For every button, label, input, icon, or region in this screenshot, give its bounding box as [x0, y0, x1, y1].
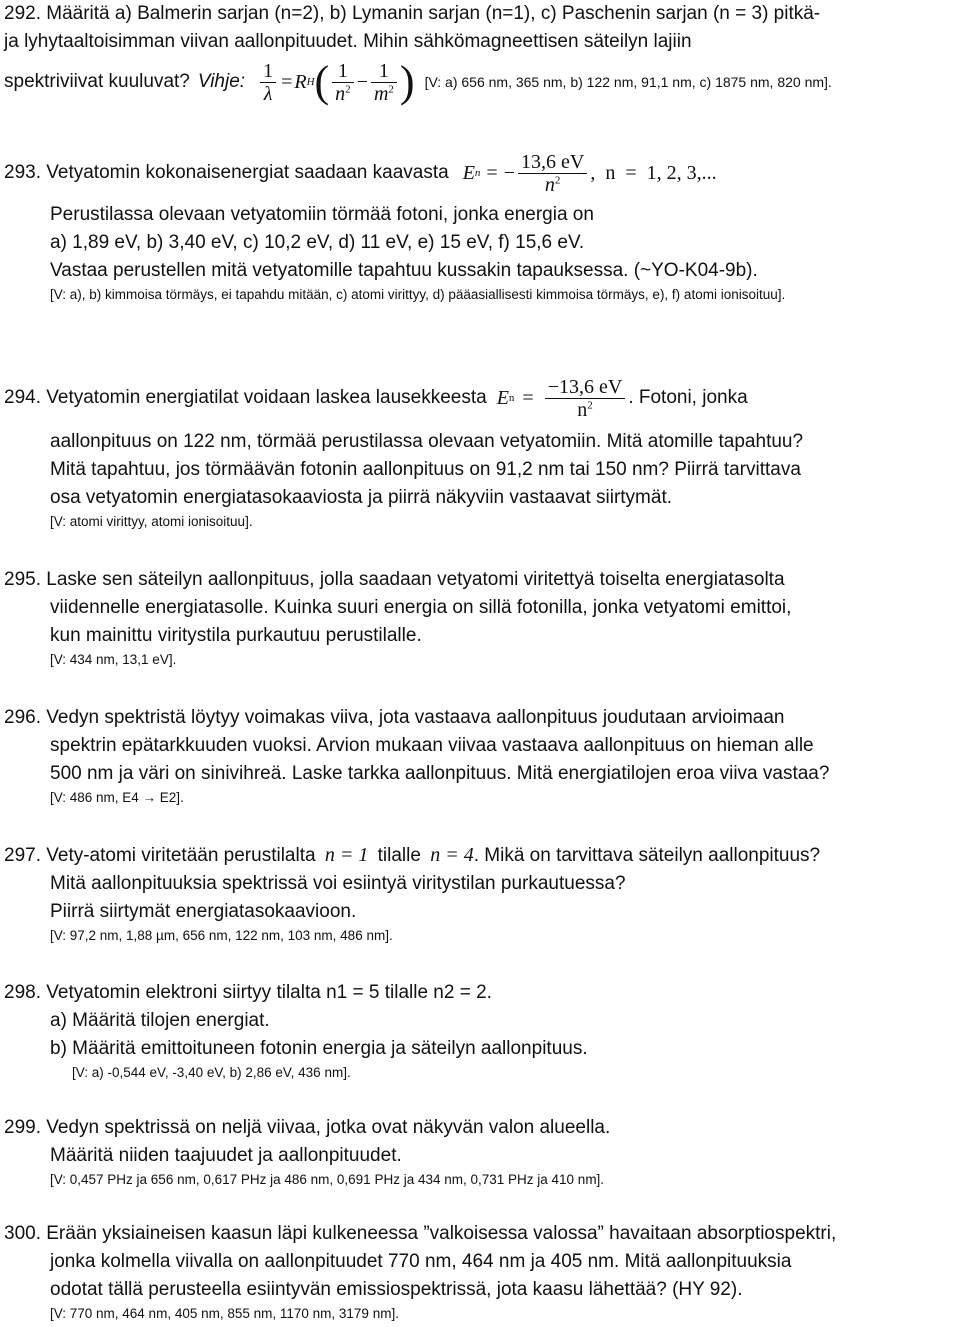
- state-n4: n = 4: [430, 844, 474, 866]
- problem-296-answer: [V: 486 nm, E4 → E2].: [50, 790, 184, 805]
- formula-term-m: $\frac{1}{m^2}$: [371, 60, 397, 105]
- problem-298-line-3: b) Määritä emittoituneen fotonin energia ja säteilyn aallonpituus.: [50, 1038, 588, 1059]
- problem-292-line-2: ja lyhytaaltoisimman viivan aallonpituudet. Mihin sähkömagneettisen säteilyn lajiin: [4, 31, 692, 52]
- energy-formula-293: E n = − $\frac{13,6 eV}{n^2}$ , n = 1, 2, 3,...: [462, 150, 717, 196]
- problem-299: [4, 1114, 954, 1190]
- problem-293-line-1: 293. Vetyatomin kokonaisenergiat saadaan kaavasta E n = − $\frac{13,6 eV}{n^2}$ , n = 1, 2, 3,...: [4, 150, 717, 196]
- problem-294-line-1: 294. Vetyatomin energiatilat voidaan laskea lausekkeesta E n = $\frac{-13,6 eV}{n^2}$ . Fotoni, jonka: [4, 375, 748, 421]
- problem-294-line-3: Mitä tapahtuu, jos törmäävän fotonin aallonpituus on 91,2 nm tai 150 nm? Piirrä tarvittava: [50, 459, 801, 480]
- problem-293: [4, 145, 954, 305]
- problem-299-line-2: Määritä niiden taajuudet ja aallonpituudet.: [50, 1145, 402, 1166]
- problem-295-answer: [V: 434 nm, 13,1 eV].: [50, 652, 177, 667]
- problem-297-answer: [V: 97,2 nm, 1,88 µm, 656 nm, 122 nm, 103 nm, 486 nm].: [50, 928, 393, 943]
- problem-295-line-2: viidennelle energiatasolle. Kuinka suuri energia on sillä fotonilla, jonka vetyatomi emittoi,: [50, 597, 792, 618]
- problem-300-line-2: jonka kolmella viivalla on aallonpituudet 770 nm, 464 nm ja 405 nm. Mitä aallonpituuksia: [50, 1251, 792, 1272]
- problem-292: [4, 0, 954, 108]
- problem-296: [4, 704, 954, 808]
- problem-293-line-2: Perustilassa olevaan vetyatomiin törmää fotoni, jonka energia on: [50, 204, 594, 225]
- problem-294-answer: [V: atomi virittyy, atomi ionisoituu].: [50, 514, 253, 529]
- problem-297: [4, 841, 954, 946]
- problem-296-line-2: spektrin epätarkkuuden vuoksi. Arvion mukaan viivaa vastaava aallonpituus on hieman alle: [50, 735, 814, 756]
- problem-296-line-3: 500 nm ja väri on sinivihreä. Laske tarkka aallonpituus. Mitä energiatilojen eroa viiva vastaa?: [50, 763, 830, 784]
- problem-294: [4, 368, 954, 532]
- problem-293-answer: [V: a), b) kimmoisa törmäys, ei tapahdu mitään, c) atomi virittyy, d) pääasiallisesti kimmoisa törmäys, e), f) atomi ionisoituu].: [50, 287, 786, 302]
- problem-299-answer: [V: 0,457 PHz ja 656 nm, 0,617 PHz ja 486 nm, 0,691 PHz ja 434 nm, 0,731 PHz ja 410 nm].: [50, 1172, 605, 1187]
- problem-295-line-3: kun mainittu viritystila purkautuu perustilalle.: [50, 625, 422, 646]
- problem-297-line-2: Mitä aallonpituuksia spektrissä voi esiintyä viritystilan purkautuessa?: [50, 873, 626, 894]
- problem-300-line-3: odotat tällä perusteella esiintyvän emissiospektrissä, jota kaasu lähettää? (HY 92).: [50, 1279, 743, 1300]
- problem-292-line-1: 292. Määritä a) Balmerin sarjan (n=2), b) Lymanin sarjan (n=1), c) Paschenin sarjan (n = 3) pitkä-: [4, 3, 821, 24]
- formula-inverse-lambda: $\frac{1}{\lambda}$: [260, 60, 276, 105]
- state-n1: n = 1: [324, 844, 369, 866]
- problem-298-line-1: 298. Vetyatomin elektroni siirtyy tilalta n1 = 5 tilalle n2 = 2.: [4, 982, 492, 1003]
- problem-300: [4, 1220, 954, 1324]
- problem-294-line-2: aallonpituus on 122 nm, törmää perustilassa olevaan vetyatomiin. Mitä atomille tapahtuu?: [50, 431, 804, 452]
- hint-label: Vihje:: [197, 71, 246, 92]
- problem-298: [4, 979, 954, 1083]
- problem-295: [4, 566, 954, 670]
- problem-295-line-1: 295. Laske sen säteilyn aallonpituus, jolla saadaan vetyatomi viritettyä toiselta energiatasolta: [4, 569, 785, 590]
- problem-296-line-1: 296. Vedyn spektristä löytyy voimakas viiva, jota vastaava aallonpituus joudutaan arvioimaan: [4, 707, 785, 728]
- problem-297-line-1: 297. Vety-atomi viritetään perustilalta n = 1 tilalle n = 4. Mikä on tarvittava säteilyn aallonpituus?: [4, 844, 821, 866]
- problem-298-answer: [V: a) -0,544 eV, -3,40 eV, b) 2,86 eV, 436 nm].: [72, 1065, 351, 1080]
- problem-300-answer: [V: 770 nm, 464 nm, 405 nm, 855 nm, 1170 nm, 3179 nm].: [50, 1306, 399, 1321]
- problem-297-line-3: Piirrä siirtymät energiatasokaavioon.: [50, 901, 357, 922]
- formula-term-n: $\frac{1}{n^2}$: [332, 60, 354, 105]
- problem-294-line-4: osa vetyatomin energiatasokaaviosta ja piirrä näkyviin vastaavat siirtymät.: [50, 487, 673, 508]
- problem-299-line-1: 299. Vedyn spektrissä on neljä viivaa, jotka ovat näkyvän valon alueella.: [4, 1117, 611, 1138]
- problem-298-line-2: a) Määritä tilojen energiat.: [50, 1010, 270, 1031]
- energy-formula-294: E n = $\frac{-13,6 eV}{n^2}$: [497, 376, 629, 421]
- problem-300-line-1: 300. Erään yksiaineisen kaasun läpi kulkeneessa ”valkoisessa valossa” havaitaan absorptiospektri,: [4, 1223, 837, 1244]
- problem-292-line-3: [4, 56, 954, 108]
- rydberg-formula: $\frac{1}{\lambda}$ = R H ( $\frac{1}{n^2}$ − $\frac{1}{m^2}$ ): [257, 60, 415, 105]
- problem-292-question-end: spektriviivat kuuluvat?: [4, 71, 190, 92]
- problem-293-line-4: Vastaa perustellen mitä vetyatomille tapahtuu kussakin tapauksessa. (~YO-K04-9b).: [50, 260, 758, 281]
- problem-293-line-3: a) 1,89 eV, b) 3,40 eV, c) 10,2 eV, d) 11 eV, e) 15 eV, f) 15,6 eV.: [50, 232, 585, 253]
- problem-292-answer: [V: a) 656 nm, 365 nm, b) 122 nm, 91,1 nm, c) 1875 nm, 820 nm].: [424, 74, 832, 90]
